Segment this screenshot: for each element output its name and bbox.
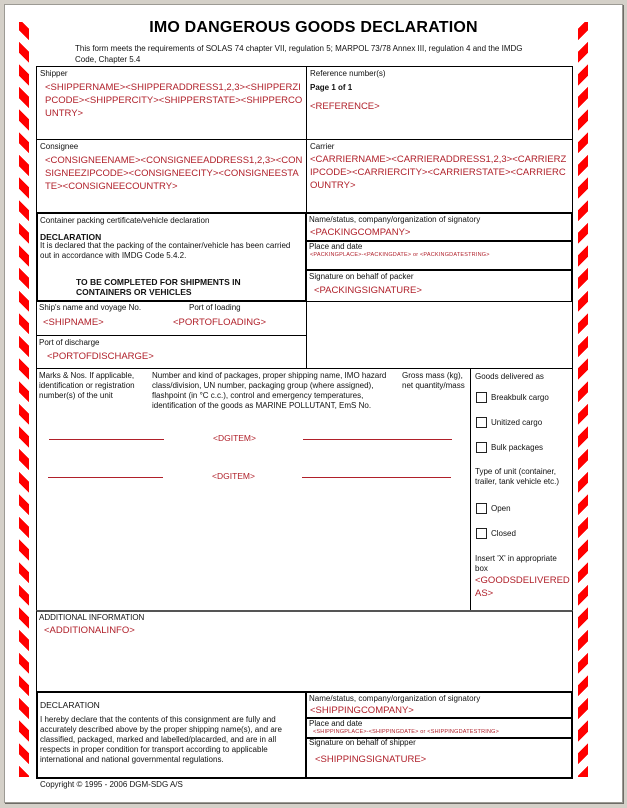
packing-signature-label: Signature on behalf of packer — [309, 272, 414, 281]
marks-label: Marks & Nos. If applicable, identification or registration number(s) of the unit — [39, 371, 135, 400]
shipping-signature-value: <SHIPPINGSIGNATURE> — [315, 754, 427, 765]
dg-item: <DGITEM> — [212, 471, 255, 481]
shipping-place-date-value: <SHIPPINGPLACE>-<SHIPPINGDATE> or <SHIPPINGDATESTRING> — [313, 729, 500, 735]
closed-checkbox[interactable] — [476, 528, 487, 539]
port-of-discharge-label: Port of discharge — [39, 338, 100, 347]
insert-x-instruction: Insert 'X' in appropriate box — [475, 554, 557, 573]
reference-value: <REFERENCE> — [310, 101, 380, 112]
open-checkbox[interactable] — [476, 503, 487, 514]
additional-info-value: <ADDITIONALINFO> — [44, 625, 135, 636]
dg-item-line-left — [48, 477, 163, 478]
dg-item: <DGITEM> — [213, 433, 256, 443]
additional-info-box[interactable] — [36, 610, 573, 694]
shipping-place-date-box[interactable] — [305, 718, 573, 738]
bulk-packages-checkbox[interactable] — [476, 442, 487, 453]
packing-declaration-heading: DECLARATION — [40, 232, 102, 242]
goods-delivered-value: <GOODSDELIVEREDAS> — [475, 575, 570, 599]
shipper-label: Shipper — [40, 69, 68, 78]
additional-info-label: ADDITIONAL INFORMATION — [39, 613, 145, 622]
packing-signature-value: <PACKINGSIGNATURE> — [314, 285, 422, 296]
packing-place-date-label: Place and date — [309, 242, 363, 251]
document-title: IMO DANGEROUS GOODS DECLARATION — [149, 19, 478, 36]
ship-name-value: <SHIPNAME> — [43, 317, 104, 328]
unitized-checkbox[interactable] — [476, 417, 487, 428]
page-number: Page 1 of 1 — [310, 83, 353, 92]
dg-item-line-left — [49, 439, 164, 440]
goods-box[interactable] — [36, 368, 471, 612]
shipping-place-date-label: Place and date — [309, 719, 363, 728]
packing-certificate-box — [36, 212, 307, 302]
shipper-value: <SHIPPERNAME><SHIPPERADDRESS1,2,3><SHIPPERZIPCODE><SHIPPERCITY><SHIPPERSTATE><SHIPPERCOUNTRY> — [45, 82, 303, 119]
consignee-box[interactable] — [36, 139, 307, 213]
hazard-stripe-left — [19, 22, 29, 777]
voyage-box[interactable] — [36, 301, 307, 336]
copyright-text: Copyright © 1995 - 2006 DGM-SDG A/S — [40, 780, 183, 789]
blank-box — [306, 301, 573, 369]
shipping-signatory-value: <SHIPPINGCOMPANY> — [310, 705, 414, 716]
hazard-stripe-right — [578, 22, 588, 777]
open-label: Open — [491, 504, 511, 513]
carrier-box[interactable] — [306, 139, 573, 213]
shipper-declaration-box — [36, 691, 307, 779]
ship-name-label: Ship's name and voyage No. — [39, 303, 142, 312]
consignee-value: <CONSIGNEENAME><CONSIGNEEADDRESS1,2,3><CONSIGNEEZIPCODE><CONSIGNEECITY><CONSIGNEESTATE><CONSIGNEECOUNTRY> — [45, 155, 303, 192]
mass-label: Gross mass (kg), net quantity/mass — [402, 371, 465, 390]
consignee-label: Consignee — [40, 142, 79, 151]
reference-label: Reference number(s) — [310, 69, 386, 78]
shipper-box[interactable] — [36, 66, 307, 140]
document-subtitle: This form meets the requirements of SOLAS 74 chapter VII, regulation 5; MARPOL 73/78 Annex III, regulation 4 and the IMDG Code, Chapter 5.4 — [75, 44, 523, 64]
shipping-signature-label: Signature on behalf of shipper — [309, 738, 416, 747]
reference-box[interactable] — [306, 66, 573, 140]
packing-note: TO BE COMPLETED FOR SHIPMENTS IN CONTAINERS OR VEHICLES — [76, 277, 241, 297]
port-of-loading-label: Port of loading — [189, 303, 241, 312]
description-label: Number and kind of packages, proper shipping name, IMO hazard class/division, UN number, packaging group (where assigned), flashpoint (in °C c.c.), control and emergency temperatures, identification of the goods as MARINE POLLUTANT, EmS No. — [152, 371, 387, 410]
shipper-declaration-heading: DECLARATION — [40, 700, 100, 710]
shipper-declaration-text: I hereby declare that the contents of this consignment are fully and accurately described above by the proper shipping name(s), and are classified, packaged, marked and labelled/placarded, and are in all respects in proper condition for transport according to applicable international and national governmental regulations. — [40, 715, 282, 764]
shipping-signatory-label: Name/status, company/organization of signatory — [309, 694, 481, 703]
packing-signatory-label: Name/status, company/organization of signatory — [309, 215, 481, 224]
bulk-packages-label: Bulk packages — [491, 443, 544, 452]
shipping-signature-box[interactable] — [305, 737, 573, 779]
shipping-signatory-box[interactable] — [305, 691, 573, 719]
closed-label: Closed — [491, 529, 516, 538]
dg-item-line-right — [303, 439, 452, 440]
breakbulk-label: Breakbulk cargo — [491, 393, 549, 402]
packing-signatory-box[interactable] — [305, 212, 573, 242]
packing-signatory-value: <PACKINGCOMPANY> — [310, 227, 411, 238]
port-of-discharge-value: <PORTOFDISCHARGE> — [47, 351, 154, 362]
unit-type-label: Type of unit (container, trailer, tank vehicle etc.) — [475, 467, 560, 486]
goods-delivered-box — [470, 368, 573, 612]
port-of-discharge-box[interactable] — [36, 335, 307, 369]
packing-certificate-label: Container packing certificate/vehicle declaration — [40, 216, 210, 225]
breakbulk-checkbox[interactable] — [476, 392, 487, 403]
unitized-label: Unitized cargo — [491, 418, 543, 427]
packing-signature-box[interactable] — [305, 269, 573, 303]
port-of-loading-value: <PORTOFLOADING> — [173, 317, 267, 328]
carrier-value: <CARRIERNAME><CARRIERADDRESS1,2,3><CARRIERZIPCODE><CARRIERCITY><CARRIERSTATE><CARRIERCOUNTRY> — [310, 154, 567, 191]
dg-item-line-right — [302, 477, 451, 478]
goods-delivered-label: Goods delivered as — [475, 372, 544, 381]
packing-declaration-text: It is declared that the packing of the container/vehicle has been carried out in accordance with IMDG Code 5.4.2. — [40, 241, 291, 260]
packing-place-date-box[interactable] — [305, 241, 573, 270]
packing-place-date-value: <PACKINGPLACE>-<PACKINGDATE> or <PACKINGDATESTRING> — [310, 252, 490, 258]
carrier-label: Carrier — [310, 142, 335, 151]
